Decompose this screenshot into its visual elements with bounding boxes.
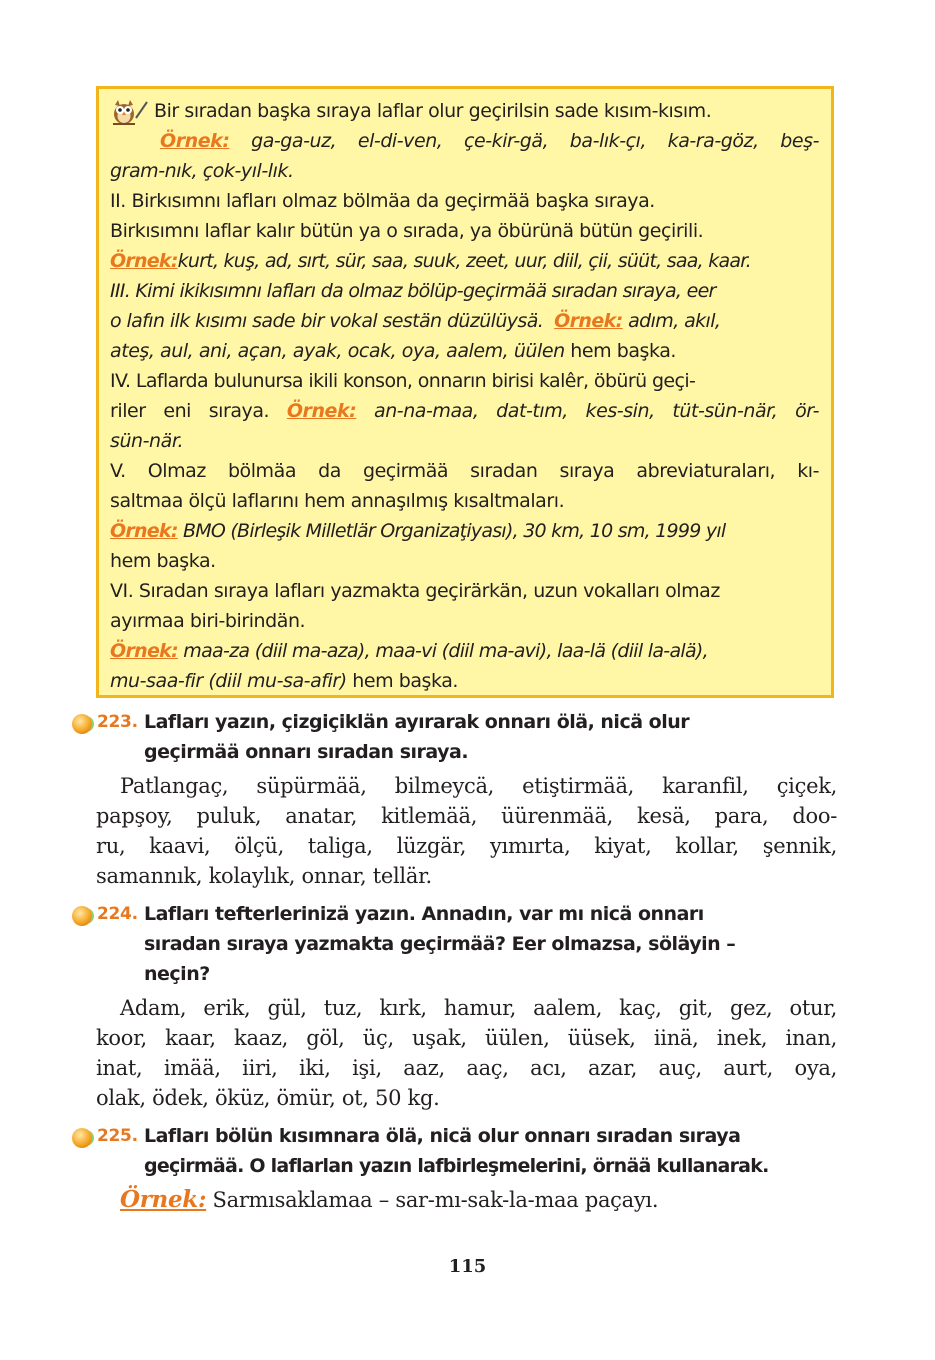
rule-text: hem başka. — [346, 670, 458, 692]
exercise-223 — [72, 707, 837, 891]
exercise-text: samannık, kolaylık, onnar, tellär. — [96, 864, 432, 888]
example-label: Örnek: — [160, 130, 230, 152]
rule-text: V. Olmaz bölmäa da geçirmää sıradan sıraya abreviaturaları, kı- — [110, 460, 819, 482]
exercise-number: 224. — [97, 904, 138, 924]
rule-text: II. Birkısımnı lafları olmaz bölmäa da geçirmää başka sıraya. — [110, 190, 655, 212]
example-label: Örnek: — [110, 520, 178, 542]
exercise-heading-text: geçirmää. O laflarlan yazın lafbirleşmelerini, örnää kullanarak. — [144, 1155, 769, 1177]
example-label: Örnek: — [110, 250, 178, 272]
exercise-text: olak, ödek, öküz, ömür, ot, 50 kg. — [96, 1086, 440, 1110]
example-label: Örnek: — [554, 310, 623, 332]
exercise-body — [72, 993, 837, 1113]
bullet-icon — [72, 714, 92, 734]
exercise-heading-text: Lafları yazın, çizgiçiklän ayırarak onnarı ölä, nicä olur — [144, 711, 690, 733]
bullet-icon — [72, 906, 92, 926]
rule-line — [110, 516, 819, 546]
rule-text: saltmaa ölçü laflarını hem annaşılmış kısaltmaları. — [110, 490, 565, 512]
rule-text: ayırmaa biri-birindän. — [110, 610, 306, 632]
exercise-225 — [72, 1121, 837, 1215]
rule-text: Birkısımnı laflar kalır bütün ya o sırada, ya öbürünä bütün geçirili. — [110, 220, 704, 242]
rule-text: hem başka. — [110, 550, 216, 572]
exercise-heading-text: geçirmää onnarı sıradan sıraya. — [144, 741, 469, 763]
page-number: 115 — [448, 1256, 487, 1277]
rule-text: Bir sıradan başka sıraya laflar olur geçirilsin sade kısım-kısım. — [154, 100, 712, 122]
exercise-heading — [72, 1121, 837, 1181]
rule-line — [110, 96, 819, 126]
rule-box — [96, 86, 834, 698]
example-label: Örnek: — [110, 640, 178, 662]
rule-text: adım, akıl, — [622, 310, 721, 332]
rule-text: maa-za (diil ma-aza), maa-vi (diil ma-avi), laa-lä (diil la-alä), — [177, 640, 708, 662]
exercise-heading-text: Lafları bölün kısımnara ölä, nicä olur onnarı sıradan sıraya — [144, 1125, 741, 1147]
exercise-text: Sarmısaklamaa – sar-mı-sak-la-maa paçayı. — [206, 1188, 659, 1212]
rule-text: ga-ga-uz, el-di-ven, çe-kir-gä, ba-lık-çı, ka-ra-göz, beş- — [229, 130, 819, 152]
rule-line — [110, 126, 819, 156]
rule-text: VI. Sıradan sıraya lafları yazmakta geçirärkän, uzun vokalları olmaz — [110, 580, 720, 602]
exercise-example — [120, 1185, 837, 1215]
example-label: Örnek: — [120, 1186, 207, 1213]
rule-text: ateş, aul, ani, açan, ayak, ocak, oya, aalem, üülen — [110, 340, 565, 362]
rule-text: sün-när. — [110, 430, 184, 452]
exercise-number: 223. — [97, 712, 138, 732]
exercise-heading-text: Lafları tefterlerinizä yazın. Annadın, var mı nicä onnarı — [144, 903, 704, 925]
rule-line — [110, 336, 819, 366]
example-label: Örnek: — [286, 400, 357, 422]
exercise-text: inat, imää, iiri, iki, işi, aaz, aaç, acı, azar, auç, aurt, oya, — [96, 1056, 837, 1080]
exercise-body — [72, 771, 837, 891]
exercise-text: koor, kaar, kaaz, göl, üç, uşak, üülen, üüsek, iinä, inek, inan, — [96, 1026, 837, 1050]
rule-text: o lafın ilk kısımı sade bir vokal sestän düzülüysä. — [110, 310, 544, 332]
exercise-heading-text: neçin? — [144, 963, 210, 985]
rule-text: III. Kimi ikikısımnı lafları da olmaz bölüp-geçirmää sıradan sıraya, eer — [110, 280, 716, 302]
exercise-heading-text: sıradan sıraya yazmakta geçirmää? Eer olmazsa, söläyin – — [144, 933, 736, 955]
exercise-body — [72, 1185, 837, 1215]
rule-line — [110, 306, 819, 336]
exercise-text: Adam, erik, gül, tuz, kırk, hamur, aalem, kaç, git, gez, otur, — [120, 996, 837, 1020]
rule-text: BMO (Birleşik Milletlär Organizaţiyası), 30 km, 10 sm, 1999 yıl — [177, 520, 726, 542]
exercise-heading — [72, 707, 837, 767]
rule-line — [110, 246, 819, 276]
rule-text: gram-nık, çok-yıl-lık. — [110, 160, 294, 182]
exercise-number: 225. — [97, 1126, 138, 1146]
rule-text: mu-saa-fir (diil mu-sa-afir) — [110, 670, 347, 692]
rule-text: hem başka. — [564, 340, 677, 362]
rule-text: IV. Laflarda bulunursa ikili konson, onnarın birisi kalêr, öbürü geçi- — [110, 370, 696, 392]
exercise-text: ru, kaavi, ölçü, taliga, lüzgär, yımırta, kiyat, kollar, şennik, — [96, 834, 837, 858]
bullet-icon — [72, 1128, 92, 1148]
exercise-text: Patlangaç, süpürmää, bilmeycä, etiştirmää, karanfil, çiçek, — [120, 774, 837, 798]
rule-text: kurt, kuş, ad, sırt, sür, saa, suuk, zeet, uur, diil, çii, süüt, saa, kaar. — [177, 250, 751, 272]
owl-icon — [110, 96, 150, 126]
exercise-heading — [72, 899, 837, 989]
exercise-224 — [72, 899, 837, 1113]
rule-line — [110, 636, 819, 666]
rule-text: riler eni sıraya. — [110, 400, 270, 422]
rule-line — [110, 666, 819, 696]
exercise-text: papşoy, puluk, anatar, kitlemää, üürenmää, kesä, para, doo- — [96, 804, 837, 828]
rule-line — [110, 396, 819, 426]
rule-text: an-na-maa, dat-tım, kes-sin, tüt-sün-när, ör- — [356, 400, 820, 422]
